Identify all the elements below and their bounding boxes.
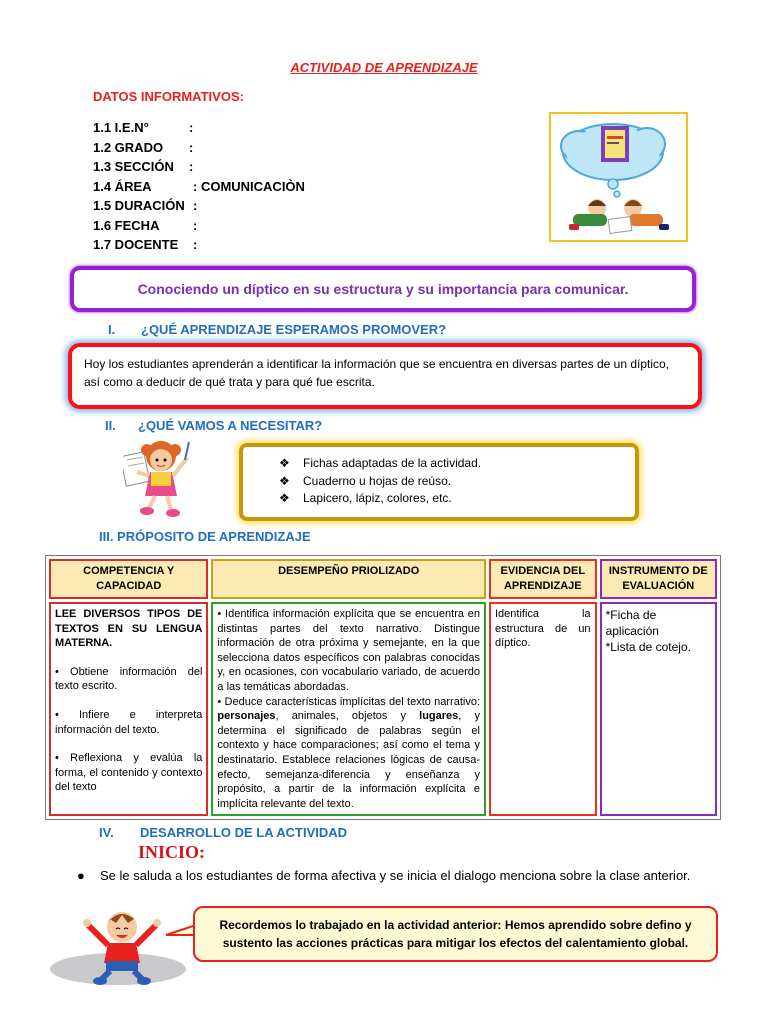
datos-row <box>93 138 305 158</box>
table-header-row <box>49 559 717 599</box>
datos-value: : <box>193 198 198 213</box>
page-title: ACTIVIDAD DE APRENDIZAJE <box>290 60 478 75</box>
table-header: EVIDENCIA DEL APRENDIZAJE <box>489 559 597 599</box>
datos-row <box>93 196 305 216</box>
desempeno-item <box>217 695 480 812</box>
bullet-text: Se le saluda a los estudiantes de forma afectiva y se inicia el dialogo menciona sobre la clase anterior. <box>100 868 691 883</box>
bullet-icon: ● <box>77 868 85 883</box>
desempeno-item: • Identifica información explícita que se encuentra en distintas partes del texto narrativo. Distingue información de otra próxima y semejante, en la que selecciona datos específicos con palabras conocidas y, en ocasiones, con vocabulario variado, de acuerdo a las temáticas abordadas. <box>217 608 480 693</box>
material-item: Lapicero, lápiz, colores, etc. <box>303 491 452 505</box>
datos-value: : <box>193 237 198 252</box>
children-reading-icon <box>551 114 686 240</box>
inicio-heading: INICIO: <box>138 842 206 862</box>
learning-goal-box: Hoy los estudiantes aprenderán a identificar la información que se encuentra en diversas partes de un díptico, así como a deducir de qué trata y para qué fue escrita. <box>68 343 702 409</box>
section-2-heading <box>105 418 322 433</box>
list-item <box>279 455 635 473</box>
desempeno-bold: lugares <box>419 710 459 723</box>
datos-label: 1.4 ÁREA <box>93 178 152 194</box>
section-number: I. <box>108 322 116 337</box>
datos-value: : <box>189 139 194 155</box>
desempeno-text: , y determina el significado de palabras según el contexto y hace comparaciones; así como el tema y destinatario. Establece relaciones lógicas de causa-efecto, semejanza-diferencia y enseñanza y propósito, a partir de la información explícita e implícita relevante del texto. <box>217 710 480 810</box>
girl-writing-icon <box>123 436 203 518</box>
datos-label: 1.6 FECHA <box>93 217 160 233</box>
speech-bubble: Recordemos lo trabajado en la actividad anterior: Hemos aprendido sobre defino y sustento las acciones prácticas para mitigar los efectos del calentamiento global. <box>193 906 718 962</box>
section-title: DESARROLLO DE LA ACTIVIDAD <box>140 825 348 840</box>
purpose-table <box>45 555 721 820</box>
children-reading-illustration <box>549 112 688 242</box>
material-item: Cuaderno u hojas de reúso. <box>303 473 452 488</box>
activity-banner: Conociendo un díptico en su estructura y su importancia para comunicar. <box>70 266 696 312</box>
capacidad-item: • Infiere e interpreta información del texto. <box>55 708 203 736</box>
datos-value: : <box>189 120 194 135</box>
section-3-heading: III. PRÓPOSITO DE APRENDIZAJE <box>99 529 311 544</box>
table-header: COMPETENCIA Y CAPACIDAD <box>49 559 208 599</box>
list-item <box>279 490 635 508</box>
table-header: DESEMPEÑO PRIOLIZADO <box>211 559 486 599</box>
diamond-bullet-icon: ❖ <box>279 473 290 488</box>
section-number: IV. <box>99 825 114 840</box>
section-4-heading <box>99 825 347 840</box>
desempeno-text: • Deduce características implícitas del texto narrativo: <box>217 695 480 708</box>
datos-value: : <box>193 217 198 233</box>
datos-value: : <box>189 159 194 174</box>
datos-label: 1.7 DOCENTE <box>93 237 179 252</box>
datos-row <box>93 118 305 138</box>
competencia-text: LEE DIVERSOS TIPOS DE TEXTOS EN SU LENGUA MATERNA. <box>55 608 203 650</box>
diamond-bullet-icon: ❖ <box>279 456 290 470</box>
datos-heading: DATOS INFORMATIVOS: <box>93 89 244 104</box>
materials-box <box>239 443 639 521</box>
desempeno-bold: personajes <box>217 710 276 723</box>
datos-label: 1.1 I.E.N° <box>93 120 149 135</box>
competencia-cell <box>49 602 208 816</box>
list-item <box>77 866 697 885</box>
list-item <box>279 473 635 491</box>
datos-label: 1.3 SECCIÓN <box>93 159 174 174</box>
desempeno-cell <box>211 602 486 816</box>
instrumento-item: *Ficha de aplicación <box>605 608 659 638</box>
table-header: INSTRUMENTO DE EVALUACIÓN <box>600 559 717 599</box>
section-title: ¿QUÉ VAMOS A NECESITAR? <box>138 418 323 433</box>
section-1-heading <box>108 322 446 337</box>
datos-label: 1.5 DURACIÓN <box>93 198 185 213</box>
datos-list <box>93 118 305 255</box>
capacidad-item: • Obtiene información del texto escrito. <box>55 665 203 693</box>
desempeno-text: , animales, objetos y <box>275 710 420 723</box>
datos-value: : COMUNICACIÒN <box>193 178 305 194</box>
datos-row <box>93 216 305 236</box>
datos-label: 1.2 GRADO <box>93 139 164 155</box>
table-row <box>49 602 717 816</box>
datos-row <box>93 157 305 177</box>
diamond-bullet-icon: ❖ <box>279 491 290 505</box>
evidencia-cell: Identifica la estructura de un díptico. <box>489 602 597 816</box>
material-item: Fichas adaptadas de la actividad. <box>303 456 482 470</box>
instrumento-cell <box>600 602 717 816</box>
section-title: ¿QUÉ APRENDIZAJE ESPERAMOS PROMOVER? <box>141 322 447 337</box>
capacidad-item: • Reflexiona y evalúa la forma, el contenido y contexto del texto <box>55 752 203 794</box>
girl-writing-illustration <box>123 436 203 518</box>
section-number: II. <box>105 418 116 433</box>
datos-row <box>93 177 305 197</box>
datos-row <box>93 235 305 255</box>
instrumento-item: *Lista de cotejo. <box>605 640 691 654</box>
